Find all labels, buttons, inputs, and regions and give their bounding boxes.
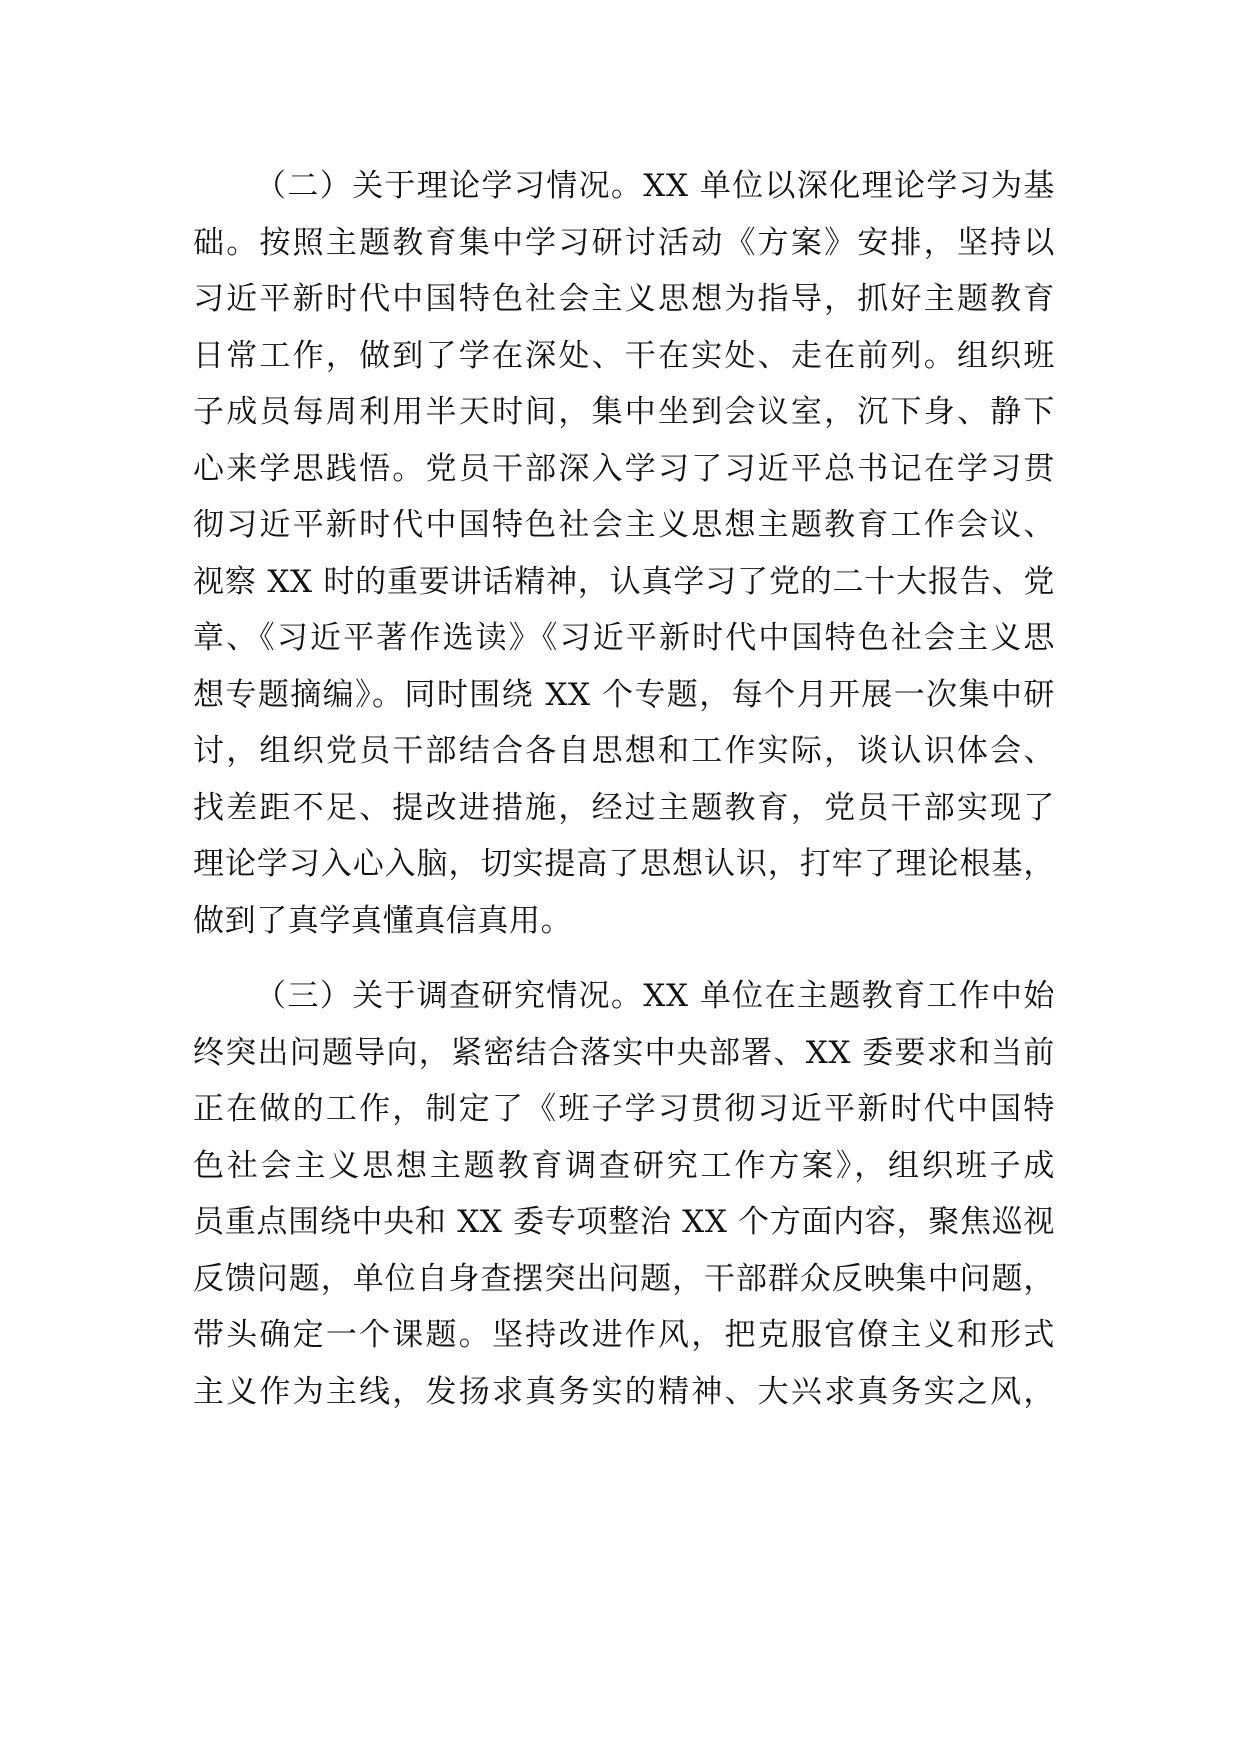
document-body — [193, 158, 1055, 1420]
paragraph-line: 主义作为主线，发扬求真务实的精神、大兴求真务实之风， — [193, 1373, 1055, 1410]
paragraph-line: 章、《习近平著作选读》《习近平新时代中国特色社会主义思 — [193, 620, 1055, 656]
paragraph-line: 视察 XX 时的重要讲话精神，认真学习了党的二十大报告、党 — [193, 563, 1055, 600]
paragraph-line: （三）关于调查研究情况。XX 单位在主题教育工作中始 — [255, 978, 1055, 1014]
paragraph-line: 理论学习入心入脑，切实提高了思想认识，打牢了理论根基， — [193, 846, 1055, 882]
paragraph-line: 反馈问题，单位自身查摆突出问题，干部群众反映集中问题， — [193, 1260, 1055, 1297]
paragraph-research — [193, 968, 1055, 1420]
paragraph-line: 想专题摘编》。同时围绕 XX 个专题，每个月开展一次集中研 — [193, 676, 1055, 713]
paragraph-line: 正在做的工作，制定了《班子学习贯彻习近平新时代中国特 — [193, 1091, 1055, 1127]
paragraph-line: 彻习近平新时代中国特色社会主义思想主题教育工作会议、 — [193, 507, 1055, 543]
paragraph-spacer — [193, 949, 1055, 968]
paragraph-line: 找差距不足、提改进措施，经过主题教育，党员干部实现了 — [193, 789, 1055, 826]
paragraph-line: 员重点围绕中央和 XX 委专项整治 XX 个方面内容，聚焦巡视 — [193, 1204, 1055, 1240]
paragraph-line: 带头确定一个课题。坚持改进作风，把克服官僚主义和形式 — [193, 1317, 1055, 1353]
paragraph-line: 做到了真学真懂真信真用。 — [193, 902, 573, 939]
paragraph-line: 础。按照主题教育集中学习研讨活动《方案》安排，坚持以 — [193, 224, 1055, 261]
paragraph-theory-study — [193, 158, 1055, 949]
paragraph-line: 讨，组织党员干部结合各自思想和工作实际，谈认识体会、 — [193, 733, 1055, 769]
paragraph-line: 子成员每周利用半天时间，集中坐到会议室，沉下身、静下 — [193, 394, 1055, 430]
paragraph-line: （二）关于理论学习情况。XX 单位以深化理论学习为基 — [255, 168, 1055, 204]
paragraph-line: 习近平新时代中国特色社会主义思想为指导，抓好主题教育 — [193, 281, 1055, 317]
paragraph-line: 心来学思践悟。党员干部深入学习了习近平总书记在学习贯 — [193, 450, 1055, 487]
paragraph-line: 终突出问题导向，紧密结合落实中央部署、XX 委要求和当前 — [193, 1034, 1055, 1071]
paragraph-line: 色社会主义思想主题教育调查研究工作方案》，组织班子成 — [193, 1147, 1055, 1184]
paragraph-line: 日常工作，做到了学在深处、干在实处、走在前列。组织班 — [193, 337, 1055, 374]
